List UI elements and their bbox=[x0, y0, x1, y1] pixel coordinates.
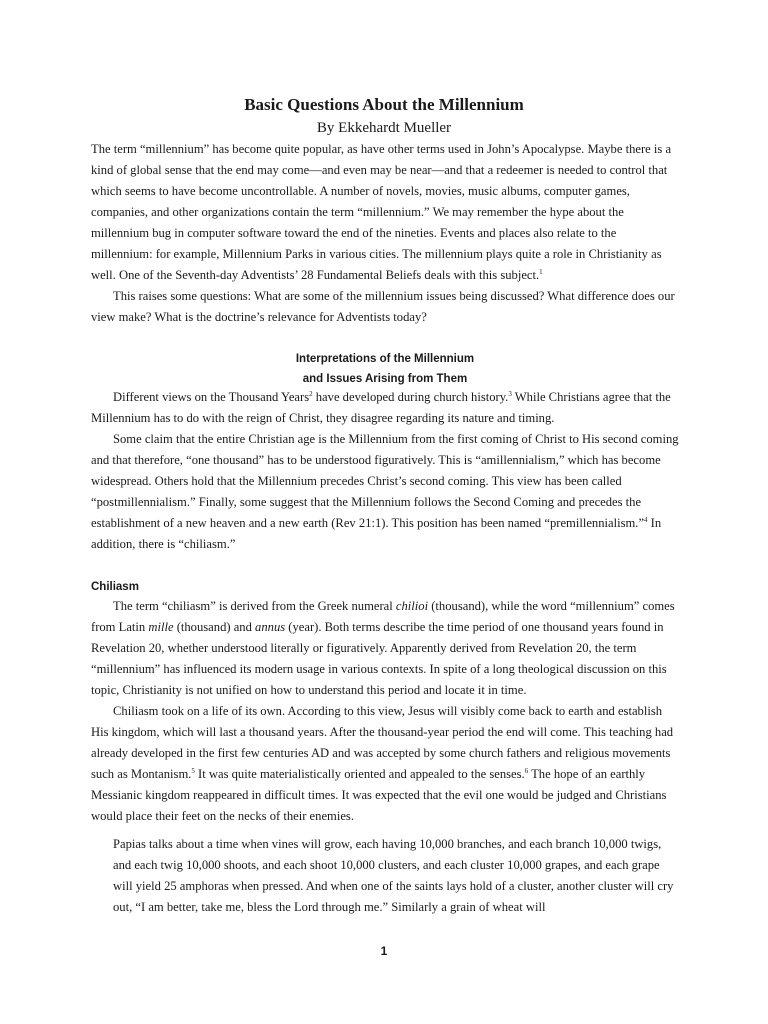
document-title: Basic Questions About the Millennium bbox=[244, 95, 524, 114]
intro-paragraph-2: This raises some questions: What are some of the millennium issues being discussed? What difference does our view make? What is the doctrine’s relevance for Adventists today? bbox=[91, 289, 675, 324]
block-quote-papias: Papias talks about a time when vines will grow, each having 10,000 branches, and each branch 10,000 twigs, and each twig 10,000 shoots, and each shoot 10,000 clusters, and each cluster 10,000 grapes, and each grape will yield 25 amphoras when pressed. And when one of the saints lays hold of a cluster, another cluster will cry out, “I am better, take me, bless the Lord through me.” Similarly a grain of wheat will bbox=[113, 837, 674, 914]
footnote-ref-4[interactable]: 4 bbox=[644, 515, 648, 524]
latin-term-annus: annus bbox=[255, 620, 286, 634]
section-heading-line-1: Interpretations of the Millennium bbox=[295, 353, 475, 365]
section-heading-chiliasm: Chiliasm bbox=[91, 581, 139, 593]
footnote-ref-1[interactable]: 1 bbox=[539, 267, 543, 276]
greek-term-chilioi: chilioi bbox=[395, 599, 429, 613]
chiliasm-paragraph-1: The term “chiliasm” is derived from the Greek numeral chilioi (thousand), while the word “millennium” comes from Latin mille (thousand) and annus (year). Both terms describe the time period of one thousand years found in Revelation 20, whether understood literally or figuratively. Apparently derived from Revelation 20, the term “millennium” has influenced its modern usage in various contexts. In spite of a long theological discussion on this topic, Christianity is not unified on how to understand this period and locate it in time. bbox=[91, 599, 675, 697]
intro-paragraph-1: The term “millennium” has become quite popular, as have other terms used in John’s Apocalypse. Maybe there is a kind of global sense that the end may come—and even may be near—and that a redeemer is needed to control that which seems to have become uncontrollable. A number of novels, movies, music albums, computer games, companies, and other organizations contain the term “millennium.” We may remember the hype about the millennium bug in computer software toward the end of the nineties. Events and places also relate to the millennium: for example, Millennium Parks in various cities. The millennium plays quite a role in Christianity as well. One of the Seventh-day Adventists’ 28 Fundamental Beliefs deals with this subject.$^1$ bbox=[91, 142, 672, 282]
section-heading-interpretations bbox=[91, 349, 679, 389]
footnote-ref-6[interactable]: 6 bbox=[524, 766, 529, 775]
interpretations-paragraph-1: Different views on the Thousand Years$^2$ have developed during church history.$^3$ While Christians agree that the Millennium has to do with the reign of Christ, they disagree regarding its nature and timing. bbox=[91, 389, 671, 425]
footnote-ref-5[interactable]: 5 bbox=[191, 766, 195, 775]
page-number: 1 bbox=[380, 944, 388, 958]
interpretations-paragraph-2: Some claim that the entire Christian age is the Millennium from the first coming of Christ to His second coming and that therefore, “one thousand” has to be understood figuratively. This is “amillennialism,” which has become widespread. Others hold that the Millennium precedes Christ’s second coming. This view has been called “postmillennialism.” Finally, some suggest that the Millennium follows the Second Coming and precedes the establishment of a new heaven and a new earth (Rev 21:1). This position has been named “premillennialism.”$^4$ In addition, there is “chiliasm.” bbox=[91, 432, 679, 551]
chiliasm-paragraph-2: Chiliasm took on a life of its own. According to this view, Jesus will visibly come back to earth and establish His kingdom, which will last a thousand years. After the thousand-year period the end will come. This teaching had already developed in the first few centuries AD and was accepted by some church fathers and religious movements such as Montanism.$^5$ It was quite materialistically oriented and appealed to the senses.$^6$ The hope of an earthly Messianic kingdom reappeared in difficult times. It was expected that the evil one would be judged and Christians would place their feet on the necks of their enemies. bbox=[91, 704, 674, 823]
footnote-ref-3[interactable]: 3 bbox=[508, 389, 512, 398]
footnote-ref-2[interactable]: 2 bbox=[309, 389, 313, 398]
author-byline: By Ekkehardt Mueller bbox=[316, 120, 452, 136]
section-heading-line-2: and Issues Arising from Them bbox=[302, 373, 468, 385]
latin-term-mille: mille bbox=[148, 620, 174, 634]
